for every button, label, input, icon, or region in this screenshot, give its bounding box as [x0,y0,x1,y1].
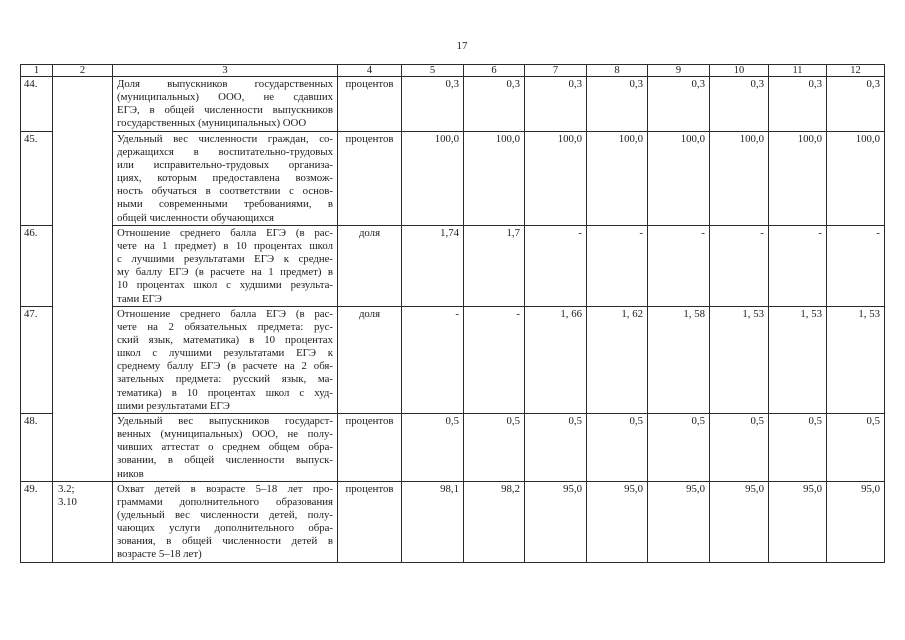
description-line: тами ЕГЭ [117,292,162,305]
description-line: чете на 1 предмет) в 10 процентах школ [117,239,333,252]
indicator-description [113,225,338,306]
value-col-8: 0,3 [587,77,648,132]
row-number: 45. [21,131,53,225]
value-col-10: 100,0 [710,131,769,225]
description-line: с лучшими результатами ЕГЭ к средне- [117,253,333,266]
description-line: Отношение среднего балла ЕГЭ (в рас- [117,226,333,239]
unit-of-measure: процентов [338,413,402,481]
column-number: 12 [827,65,885,77]
column-number: 3 [113,65,338,77]
column-number: 10 [710,65,769,77]
value-col-6: 98,2 [464,481,525,562]
description-line: ность обучаться в соответствии с основ- [117,185,333,198]
value-col-5: 1,74 [402,225,464,306]
description-line: Охват детей в возрасте 5–18 лет про- [117,482,333,495]
column-number: 2 [53,65,113,77]
indicator-description [113,413,338,481]
value-col-5: 0,5 [402,413,464,481]
description-line: ский язык, математика) в 10 процентах [117,333,333,346]
value-col-9: 1, 58 [648,306,710,413]
table-row [21,77,885,132]
value-col-11: 100,0 [769,131,827,225]
value-col-9: 100,0 [648,131,710,225]
value-col-9: 95,0 [648,481,710,562]
value-col-11: 1, 53 [769,306,827,413]
table-row [21,413,885,481]
row-number: 46. [21,225,53,306]
value-col-6: 1,7 [464,225,525,306]
description-line: ными современными требованиями, в [117,198,333,211]
value-col-12: 1, 53 [827,306,885,413]
description-line: циях, которым предоставлена возмож- [117,172,333,185]
row-number: 48. [21,413,53,481]
value-col-12: - [827,225,885,306]
value-col-7: 0,3 [525,77,587,132]
value-col-5: 98,1 [402,481,464,562]
column-number: 5 [402,65,464,77]
column-number: 6 [464,65,525,77]
description-line: школ с лучшими результатами ЕГЭ к [117,347,333,360]
description-line: зовании, в общей численности выпуск- [117,454,333,467]
value-col-11: 0,5 [769,413,827,481]
description-line: 10 процентах школ с худшими результа- [117,279,333,292]
description-line: тематика) в 10 процентах школ с худ- [117,386,333,399]
table-row [21,131,885,225]
description-line: зования, в общей численности детей в [117,535,333,548]
row-number: 44. [21,77,53,132]
value-col-7: 1, 66 [525,306,587,413]
section-code-cell-merged [53,77,113,482]
value-col-8: - [587,225,648,306]
description-line: Удельный вес выпускников государст- [117,414,333,427]
column-number: 11 [769,65,827,77]
description-line: или исправительно-трудовых организа- [117,158,333,171]
value-col-12: 100,0 [827,131,885,225]
section-code [53,481,113,562]
description-line: среднему баллу ЕГЭ (в расчете на 2 обя- [117,360,333,373]
column-number: 7 [525,65,587,77]
value-col-10: - [710,225,769,306]
table-row [21,225,885,306]
unit-of-measure: процентов [338,131,402,225]
value-col-10: 95,0 [710,481,769,562]
description-line: (муниципальных) ООО, не сдавших [117,91,333,104]
indicator-description [113,481,338,562]
value-col-8: 95,0 [587,481,648,562]
page-number: 17 [456,40,468,52]
description-line: шими результатами ЕГЭ [117,399,230,412]
column-number: 9 [648,65,710,77]
description-line: государственных (муниципальных) ООО [117,117,307,130]
value-col-6: - [464,306,525,413]
table-row [21,481,885,562]
unit-of-measure: процентов [338,77,402,132]
indicator-description [113,131,338,225]
value-col-12: 0,5 [827,413,885,481]
value-col-8: 1, 62 [587,306,648,413]
value-col-8: 100,0 [587,131,648,225]
description-line: возрасте 5–18 лет) [117,548,202,561]
description-line: чивших аттестат о среднем общем обра- [117,441,333,454]
description-line: Удельный вес численности граждан, со- [117,132,333,145]
description-line: зательных предмета: русский язык, ма- [117,373,333,386]
row-number: 47. [21,306,53,413]
value-col-10: 0,5 [710,413,769,481]
description-line: му баллу ЕГЭ (в расчете на 1 предмет) в [117,266,333,279]
description-line: чающих услуги дополнительного обра- [117,522,333,535]
unit-of-measure: доля [338,225,402,306]
value-col-7: 0,5 [525,413,587,481]
description-line: Отношение среднего балла ЕГЭ (в рас- [117,307,333,320]
value-col-7: 100,0 [525,131,587,225]
value-col-6: 0,3 [464,77,525,132]
value-col-6: 0,5 [464,413,525,481]
value-col-6: 100,0 [464,131,525,225]
description-line: чете на 2 обязательных предмета: рус- [117,320,333,333]
indicator-description [113,77,338,132]
value-col-5: 0,3 [402,77,464,132]
value-col-9: - [648,225,710,306]
section-code-line: 3.10 [58,495,77,508]
column-number: 4 [338,65,402,77]
description-line: Доля выпускников государственных [117,78,333,90]
description-line: венных (муниципальных) ООО, не полу- [117,428,333,441]
value-col-10: 0,3 [710,77,769,132]
row-number: 49. [21,481,53,562]
description-line: ников [117,467,144,480]
value-col-11: 95,0 [769,481,827,562]
value-col-10: 1, 53 [710,306,769,413]
value-col-9: 0,5 [648,413,710,481]
value-col-7: - [525,225,587,306]
value-col-11: 0,3 [769,77,827,132]
indicator-description [113,306,338,413]
section-code-line: 3.2; [58,482,75,495]
value-col-8: 0,5 [587,413,648,481]
description-line: держащихся в воспитательно-трудовых [117,145,333,158]
value-col-7: 95,0 [525,481,587,562]
description-line: граммами дополнительного образования [117,495,333,508]
column-number-row [21,65,885,77]
description-line: общей численности обучающихся [117,211,274,224]
unit-of-measure: процентов [338,481,402,562]
table-row [21,306,885,413]
column-number: 1 [21,65,53,77]
value-col-5: - [402,306,464,413]
value-col-9: 0,3 [648,77,710,132]
value-col-12: 0,3 [827,77,885,132]
unit-of-measure: доля [338,306,402,413]
description-line: ЕГЭ, в общей численности выпускников [117,104,333,117]
value-col-11: - [769,225,827,306]
description-line: (удельный вес численности детей, полу- [117,509,333,521]
column-number: 8 [587,65,648,77]
indicators-table [20,64,885,563]
value-col-12: 95,0 [827,481,885,562]
value-col-5: 100,0 [402,131,464,225]
